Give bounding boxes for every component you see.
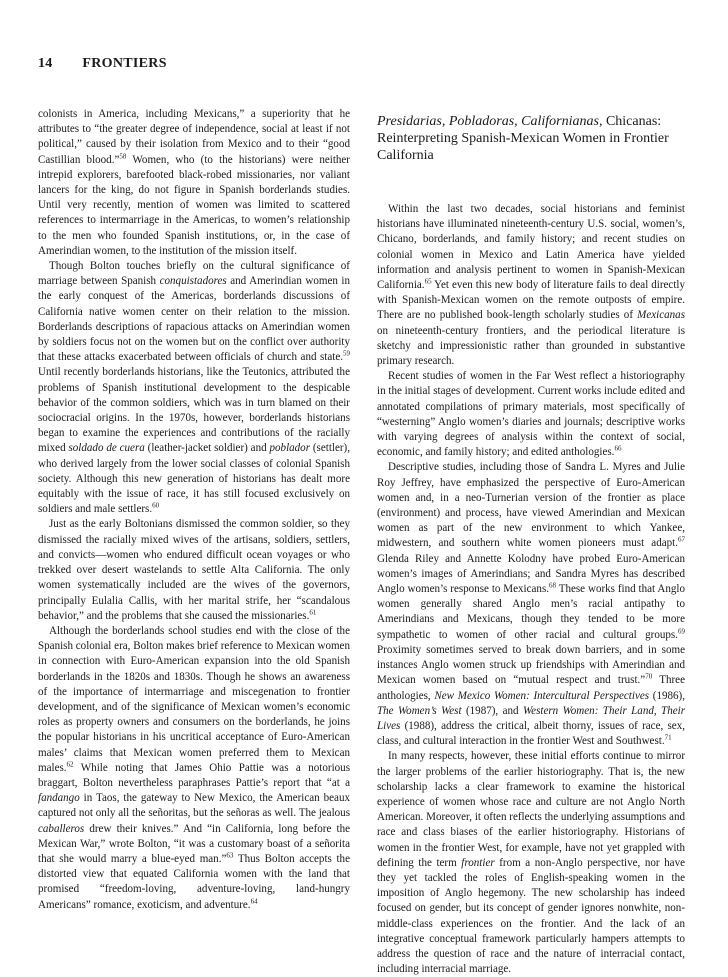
footnote-ref: 67	[678, 535, 685, 544]
footnote-ref: 59	[343, 349, 350, 358]
footnote-ref: 63	[226, 851, 234, 860]
footnote-ref: 66	[614, 444, 622, 453]
footnote-ref: 64	[250, 896, 258, 905]
footnote-ref: 58	[119, 151, 127, 160]
section-heading: Presidarias, Pobladoras, Californianas, Chicanas: Reinterpreting Spanish-Mexican Women in Frontier California	[377, 114, 669, 163]
right-paragraph-4: In many respects, however, these initial efforts continue to mirror the larger problems of the earlier historiography. That is, the new scholarship lacks a clear framework to examine the historical experience of women whose race and culture are not Anglo North American. Moreover, it often reflects the underlying assumptions and race and class biases of the earlier historiography. Historians of women in the frontier West, for example, have not yet grappled with defining the term frontier from a non-Anglo perspective, nor have they yet tackled the roles of English-speaking women in the imposition of Anglo hegemony. The new scholarship has indeed focused on gender, but its concept of gender ignores nonwhite, non-middle-class experiences on the frontier. And the lack of an integrative conceptual framework particularly hampers attempts to address the question of race and the nature of interracial contact, including interracial marriage.	[377, 750, 686, 976]
right-paragraph-3: Descriptive studies, including those of Sandra L. Myres and Julie Roy Jeffrey, have emphasized the perspective of Euro-American women and, in a neo-Turnerian version of the frontier as place (environment) and process, have viewed Amerindian and Mexican women as part of the new environment to which Yankee, midwestern, and southern white women pioneers must adapt.$^{67}$ Glenda Riley and Annette Kolodny have probed Euro-American women’s images of Amerindians; and Sandra Myres has described Anglo women’s response to Mexicans.$^{68}$ These works find that Anglo women generally shared Anglo men’s racial antipathy to Amerindians and Mexicans, though they tended to be more sympathetic to women of other racial and cultural groups.$^{69}$ Proximity sometimes served to break down barriers, and in some instances Anglo women struck up friendships with Amerindian and Mexican women based on “mutual respect and trust.”$^{70}$ Three anthologies, New Mexico Women: Intercultural Perspectives (1986), The Women’s West (1987), and Western Women: Their Land, Their Lives (1988), address the critical, albeit thorny, issues of race, sex, class, and cultural interaction in the frontier West and Southwest.$^{71}$	[377, 461, 685, 748]
footnote-ref: 62	[66, 760, 74, 769]
page-number: 14	[38, 56, 53, 71]
footnote-ref: 69	[678, 627, 685, 636]
left-paragraph-3: Just as the early Boltonians dismissed the common soldier, so they dismissed the racially mixed wives of the artisans, soldiers, settlers, and convicts—women who endured difficult ocean voyages or who trekked over desert wastelands to settle Alta California. The only women systematically included are the wives of the governors, principally Eulalia Callis, with her marital strife, her “scandalous behavior,” and the problems that she caused the missionaries.$^{61}$	[38, 518, 350, 622]
running-header	[38, 56, 167, 72]
footnote-ref: 61	[309, 608, 317, 617]
footnote-ref: 70	[645, 672, 653, 681]
journal-title: FRONTIERS	[82, 56, 167, 71]
left-paragraph-2: Though Bolton touches briefly on the cultural significance of marriage between Spanish conquistadores and Amerindian women in the early conquest of the Americas, borderlands discussions of California native women center on their relation to the mission. Borderlands descriptions of rapacious attacks on Amerindian women by soldiers focus not on the women but on the conflict over authority that these attacks exacerbated between officials of church and state.$^{59}$ Until recently borderlands historians, like the Teutonics, attributed the problems of Spanish institutional development to the despicable behavior of the common soldiers, which was in turn blamed on their sociocracial origins. In the 1970s, however, borderlands historians began to examine the experiences and contributions of the racially mixed soldado de cuera (leather-jacket soldier) and poblador (settler), who derived largely from the lower social classes of colonial Spanish society. Although this new generation of historians has dealt more equitably with the issue of race, it has still focused exclusively on soldiers and male settlers.$^{60}$	[38, 260, 351, 516]
footnote-ref: 68	[549, 581, 557, 590]
footnote-ref: 71	[664, 733, 672, 742]
left-paragraph-1: colonists in America, including Mexicans,” a superiority that he attributes to “the greater degree of independence, social at least if not political,” caused by their isolation from Mexico and to their “good Castillian blood.”$^{58}$ Women, who (to the historians) were neither intrepid explorers, barefooted black-robed missionaries, nor valiant lancers for the king, do not figure in Spanish borderlands studies. Until very recently, mention of women was limited to scattered references to intermarriage in the Americas, to women’s relationship to the men who founded Spanish institutions, or, in the case of Amerindian women, to the institution of the mission itself.	[38, 108, 350, 257]
right-column	[377, 113, 685, 977]
footnote-ref: 65	[424, 277, 432, 286]
left-column	[38, 107, 350, 913]
footnote-ref: 60	[152, 501, 160, 510]
left-paragraph-4: Although the borderlands school studies end with the close of the Spanish colonial era, Bolton makes brief reference to Mexican women in connection with Euro-American expansion into the old Spanish borderlands in the 1820s and 1830s. Though he shows an awareness of the importance of intermarriage and miscegenation to frontier development, and of the significance of Mexican women’s economic roles as property owners and consumers on the borderlands, he joins the popular historians in his uncritical acceptance of Euro-American males’ claims that Mexican women preferred them to Mexican males.$^{62}$ While noting that James Ohio Pattie was a notorious braggart, Bolton nevertheless paraphrases Pattie’s report that “at a fandango in Taos, the gateway to New Mexico, the American beaux captured not only all the señoritas, but the señoras as well. The jealous caballeros drew their knives.” And “in California, long before the Mexican War,” wrote Bolton, “it was a customary boast of a señorita that she would marry a blue-eyed man.”$^{63}$ Thus Bolton accepts the distorted view that equated California women with the land that promised “freedom-loving, adventure-loving, land-hungry Americans” romance, exoticism, and adventure.$^{64}$	[38, 624, 350, 911]
right-paragraph-1: Within the last two decades, social historians and feminist historians have illuminated nineteenth-century U.S. social, women’s, Chicano, borderlands, and family history; and recent studies on colonial women in Mexico and Latin America have yielded information and analysis pertinent to women in Spanish-Mexican California.$^{65}$ Yet even this new body of literature fails to deal directly with Spanish-Mexican women on the remote outposts of empire. There are no published book-length scholarly studies of Mexicanas on nineteenth-century frontiers, and the periodical literature is sketchy and impressionistic rather than grounded in substantive primary research.	[377, 203, 685, 368]
right-paragraph-2: Recent studies of women in the Far West reflect a historiography in the initial stages of development. Current works include edited and annotated compilations of primary materials, most specifically of “westerning” Anglo women’s diaries and journals; descriptive works with varying degrees of analysis within the context of social, economic, and family history; and edited anthologies.$^{66}$	[377, 370, 685, 459]
